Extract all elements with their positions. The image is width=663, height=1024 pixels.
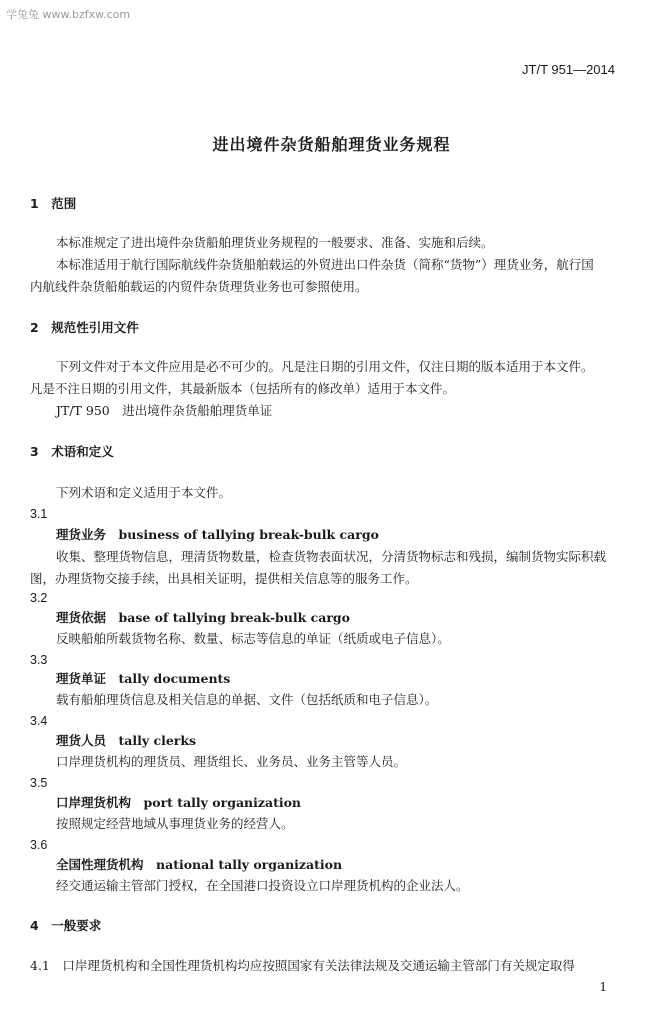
term-definition: 反映船舶所载货物名称、数量、标志等信息的单证（纸质或电子信息）。 (56, 631, 450, 646)
term-number: 3.2 (30, 591, 48, 605)
section-3-intro: 下列术语和定义适用于本文件。 (56, 485, 232, 500)
term-name: 口岸理货机构 port tally organization (56, 795, 302, 810)
normative-reference: JT/T 950 进出境件杂货船舶理货单证 (56, 403, 273, 418)
term-name: 理货依据 base of tallying break-bulk cargo (56, 610, 350, 625)
section-1-paragraph: 内航线件杂货船舶载运的内贸件杂货理货业务也可参照使用。 (30, 279, 368, 294)
term-definition: 载有船舶理货信息及相关信息的单据、文件（包括纸质和电子信息）。 (56, 692, 438, 707)
term-number: 3.5 (30, 776, 48, 790)
term-name: 理货单证 tally documents (56, 671, 231, 686)
standard-number: JT/T 951—2014 (522, 62, 615, 77)
term-number: 3.4 (30, 714, 48, 728)
term-name: 理货业务 business of tallying break-bulk cargo (56, 527, 379, 542)
section-4-heading: 4 一般要求 (30, 918, 102, 933)
section-1-heading: 1 范围 (30, 196, 77, 211)
term-name: 全国性理货机构 national tally organization (56, 857, 343, 872)
term-number: 3.3 (30, 653, 48, 667)
page-number: 1 (599, 980, 607, 994)
clause-4-1: 4.1 口岸理货机构和全国性理货机构均应按照国家有关法律法规及交通运输主管部门有关规定取得 (30, 958, 575, 973)
term-definition: 经交通运输主管部门授权，在全国港口投资设立口岸理货机构的企业法人。 (56, 878, 469, 893)
section-2-heading: 2 规范性引用文件 (30, 320, 139, 335)
term-definition: 图，办理货物交接手续，出具相关证明，提供相关信息等的服务工作。 (30, 571, 418, 586)
term-definition: 按照规定经营地域从事理货业务的经营人。 (56, 816, 294, 831)
term-number: 3.1 (30, 507, 48, 521)
document-title: 进出境件杂货船舶理货业务规程 (212, 135, 451, 154)
section-2-paragraph: 凡是不注日期的引用文件，其最新版本（包括所有的修改单）适用于本文件。 (30, 381, 456, 396)
section-3-heading: 3 术语和定义 (30, 444, 114, 459)
section-1-paragraph: 本标准规定了进出境件杂货船舶理货业务规程的一般要求、准备、实施和后续。 (56, 235, 494, 250)
term-number: 3.6 (30, 838, 48, 852)
term-name: 理货人员 tally clerks (56, 733, 197, 748)
term-definition: 口岸理货机构的理货员、理货组长、业务员、业务主管等人员。 (56, 754, 407, 769)
section-2-paragraph: 下列文件对于本文件应用是必不可少的。凡是注日期的引用文件，仅注日期的版本适用于本文件。 (56, 359, 594, 374)
term-definition: 收集、整理货物信息，理清货物数量，检查货物表面状况，分清货物标志和残损，编制货物实际积载 (56, 549, 607, 564)
section-1-paragraph: 本标准适用于航行国际航线件杂货船舶载运的外贸进出口件杂货（简称“货物”）理货业务，航行国 (56, 257, 594, 272)
watermark: 学兔兔 www.bzfxw.com (6, 8, 131, 21)
